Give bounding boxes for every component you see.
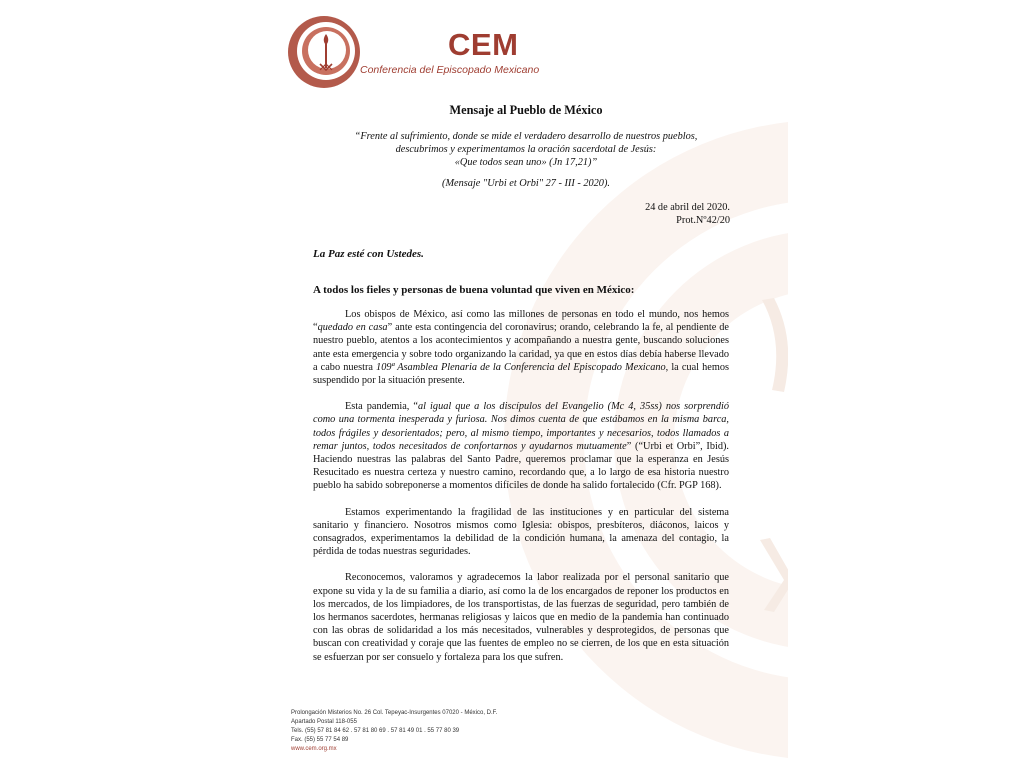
brand-name: CEM xyxy=(448,27,519,62)
text-run: ” ante esta contingencia del coronavirus; orando, celebrando la fe, al pendiente de nuestro pueblo, atentos a los acontecimientos y acompañando a nuestra gente, buscando soluciones ante esta emergencia y sobre todo organizando la caridad, ya que en estos días debía haberse llevado a cabo nuestra xyxy=(313,322,729,373)
text-run: Los obispos de México, así como las millones de personas en todo el mundo, nos hemos “ xyxy=(313,309,729,334)
paragraph: Reconocemos, valoramos y agradecemos la labor realizada por el personal sanitario que expone su vida y la de su familia a diario, así como la de los encargados de reponer los productos en los mercados, de los limpiadores, de los transportistas, de las fuerzas de seguridad, pero también de los hermanos sacerdotes, hermanas religiosas y laicos que en medio de la pandemia han continuado con las obras de solidaridad a los más necesitados, vulnerables y desprotegidos, de personas que buscan con creatividad y coraje que las fuentes de empleo no se cierren, de los que en esta situación se esfuerzan por ser consuelo y fortaleza para los que sufren. xyxy=(313,572,729,663)
date-block xyxy=(645,201,730,227)
paragraph xyxy=(313,308,729,387)
cem-logo-icon xyxy=(286,14,362,90)
paragraph xyxy=(313,400,729,492)
quote-line: descubrimos y experimentamos la oración sacerdotal de Jesús: xyxy=(395,144,657,155)
footer-contact xyxy=(291,709,497,754)
footer-website-link[interactable]: www.cem.org.mx xyxy=(291,746,337,752)
text-run: Esta pandemia, “ xyxy=(345,401,418,413)
text-run-italic: 109ª Asamblea Plenaria de la Conferencia del Episcopado Mexicano xyxy=(376,361,666,373)
addressee: A todos los fieles y personas de buena voluntad que viven en México: xyxy=(313,284,635,296)
epigraph-quote xyxy=(294,130,758,169)
protocol-number: Prot.Nº42/20 xyxy=(676,215,730,226)
paragraph: Estamos experimentando la fragilidad de las instituciones y en particular del sistema sanitario y financiero. Nosotros mismos como Iglesia: obispos, presbíteros, diáconos, laicos y consagrados, experimentamos la debilidad de la condición humana, la amenaza del contagio, la pérdida de todas nuestras seguridades. xyxy=(313,506,729,558)
quote-source: (Mensaje "Urbi et Orbi" 27 - III - 2020). xyxy=(442,178,610,189)
document-title: Mensaje al Pueblo de México xyxy=(449,103,603,117)
letter-page xyxy=(264,0,788,768)
footer-address: Prolongación Misterios No. 26 Col. Tepeyac-Insurgentes 07020 - México, D.F. xyxy=(291,710,498,716)
quote-line: «Que todos sean uno» (Jn 17,21)” xyxy=(454,157,598,168)
text-run-italic: quedado en casa xyxy=(317,322,388,334)
text-run: , la cual hemos suspendido por la situación presente. xyxy=(313,361,729,387)
footer-fax: Fax. (55) 55 77 54 89 xyxy=(291,737,349,743)
document-date: 24 de abril del 2020. xyxy=(645,202,730,213)
brand-subtitle: Conferencia del Episcopado Mexicano xyxy=(360,64,540,76)
quote-line: “Frente al sufrimiento, donde se mide el verdadero desarrollo de nuestros pueblos, xyxy=(354,131,698,142)
footer-phones: Tels. (55) 57 81 84 62 . 57 81 80 69 . 57 81 49 01 . 55 77 80 39 xyxy=(291,728,460,734)
text-run-italic: al igual que a los discípulos del Evangelio (Mc 4, 35ss) nos sorprendió como una tormenta inesperada y furiosa. Nos dimos cuenta de que estábamos en la misma barca, todos frágiles y desorientados; pero, al mismo tiempo, importantes y necesarios, todos llamados a remar juntos, todos necesitados de confortarnos y ayudarnos mutuamente xyxy=(313,401,729,452)
text-run: ” (“Urbi et Orbi”, Ibid). Haciendo nuestras las palabras del Santo Padre, queremos proclamar que la esperanza en Jesús Resucitado es nuestra certeza y nuestro camino, recordando que, a lo largo de esa historia nuestro pueblo ha sabido sobreponerse a momentos difíciles de donde ha salido fortalecido (Cfr. PGP 168). xyxy=(313,440,730,492)
greeting: La Paz esté con Ustedes. xyxy=(313,248,424,260)
letter-body xyxy=(313,308,729,677)
footer-po-box: Apartado Postal 118-055 xyxy=(291,719,357,725)
